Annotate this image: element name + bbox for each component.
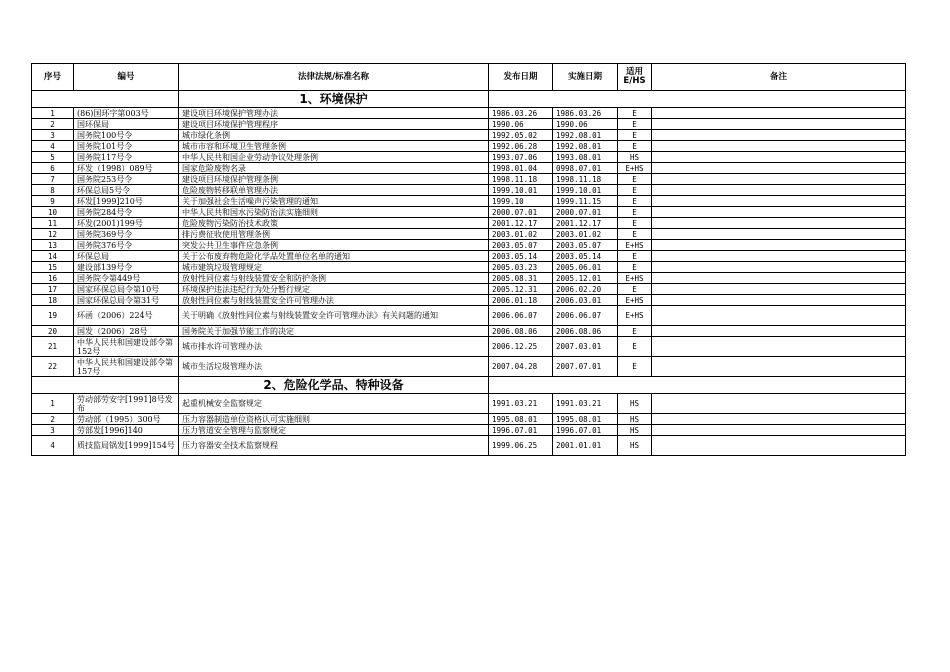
- cell-no: 9: [32, 196, 74, 207]
- cell-no: 1: [32, 108, 74, 119]
- cell-code: 国家环保总局令第31号: [74, 295, 179, 306]
- cell-issue-date: 1986.03.26: [489, 108, 553, 119]
- cell-apply: E+HS: [618, 295, 652, 306]
- cell-name: 压力管道安全管理与监察规定: [179, 425, 489, 436]
- section-blank: [32, 377, 179, 394]
- cell-remark: [652, 152, 906, 163]
- table-row: [32, 163, 906, 174]
- header-code: 编号: [74, 64, 179, 91]
- header-issue-date: 发布日期: [489, 64, 553, 91]
- cell-code: 中华人民共和国建设部令第152号: [74, 337, 179, 357]
- cell-code: (86)国环字第003号: [74, 108, 179, 119]
- cell-code: 国务院284号令: [74, 207, 179, 218]
- cell-name: 关于加强社会生活噪声污染管理的通知: [179, 196, 489, 207]
- header-name: 法律法规/标准名称: [179, 64, 489, 91]
- cell-code: 环发（1998）089号: [74, 163, 179, 174]
- cell-no: 2: [32, 414, 74, 425]
- cell-name: 危险废物污染防治技术政策: [179, 218, 489, 229]
- cell-name: 危险废物转移联单管理办法: [179, 185, 489, 196]
- cell-impl-date: 2006.03.01: [553, 295, 618, 306]
- cell-issue-date: 1993.07.06: [489, 152, 553, 163]
- section-blank: [489, 377, 906, 394]
- section-row: [32, 91, 906, 108]
- table-row: [32, 174, 906, 185]
- cell-apply: HS: [618, 425, 652, 436]
- cell-impl-date: 1986.03.26: [553, 108, 618, 119]
- cell-code: 国务院101号令: [74, 141, 179, 152]
- cell-apply: E+HS: [618, 240, 652, 251]
- table-body: [32, 91, 906, 456]
- header-remark: 备注: [652, 64, 906, 91]
- cell-apply: E: [618, 196, 652, 207]
- cell-impl-date: 0998.07.01: [553, 163, 618, 174]
- cell-apply: E: [618, 218, 652, 229]
- table-row: [32, 251, 906, 262]
- cell-name: 压力容器制造单位资格认可实施细则: [179, 414, 489, 425]
- cell-apply: E: [618, 326, 652, 337]
- cell-impl-date: 1999.10.01: [553, 185, 618, 196]
- table-row: [32, 306, 906, 326]
- cell-no: 12: [32, 229, 74, 240]
- cell-name: 中华人民共和国水污染防治法实施细则: [179, 207, 489, 218]
- cell-remark: [652, 357, 906, 377]
- cell-no: 4: [32, 436, 74, 456]
- cell-issue-date: 1999.10: [489, 196, 553, 207]
- cell-remark: [652, 207, 906, 218]
- cell-code: 国发（2006）28号: [74, 326, 179, 337]
- cell-name: 放射性同位素与射线装置安全和防护条例: [179, 273, 489, 284]
- cell-code: 质技监局锅发[1999]154号: [74, 436, 179, 456]
- cell-issue-date: 2007.04.28: [489, 357, 553, 377]
- regulations-table: [31, 63, 906, 456]
- cell-code: 国务院令第449号: [74, 273, 179, 284]
- table-row: [32, 337, 906, 357]
- cell-impl-date: 2007.03.01: [553, 337, 618, 357]
- cell-code: 国务院117号令: [74, 152, 179, 163]
- cell-no: 13: [32, 240, 74, 251]
- table-row: [32, 185, 906, 196]
- cell-no: 15: [32, 262, 74, 273]
- cell-impl-date: 1995.08.01: [553, 414, 618, 425]
- cell-issue-date: 2006.06.07: [489, 306, 553, 326]
- cell-impl-date: 2001.12.17: [553, 218, 618, 229]
- cell-no: 21: [32, 337, 74, 357]
- cell-no: 16: [32, 273, 74, 284]
- cell-no: 3: [32, 425, 74, 436]
- cell-impl-date: 1990.06: [553, 119, 618, 130]
- table-row: [32, 284, 906, 295]
- cell-apply: E: [618, 207, 652, 218]
- cell-remark: [652, 240, 906, 251]
- cell-impl-date: 1992.08.01: [553, 130, 618, 141]
- cell-impl-date: 2001.01.01: [553, 436, 618, 456]
- cell-impl-date: 2005.06.01: [553, 262, 618, 273]
- table-row: [32, 119, 906, 130]
- cell-apply: E: [618, 174, 652, 185]
- table-row: [32, 196, 906, 207]
- cell-code: 国家环保总局令第10号: [74, 284, 179, 295]
- cell-apply: E: [618, 251, 652, 262]
- cell-apply: E+HS: [618, 273, 652, 284]
- cell-name: 突发公共卫生事件应急条例: [179, 240, 489, 251]
- cell-remark: [652, 284, 906, 295]
- header-impl-date: 实施日期: [553, 64, 618, 91]
- cell-issue-date: 1992.06.28: [489, 141, 553, 152]
- table-row: [32, 218, 906, 229]
- table-row: [32, 262, 906, 273]
- cell-code: 环发[1999]210号: [74, 196, 179, 207]
- cell-remark: [652, 326, 906, 337]
- cell-remark: [652, 295, 906, 306]
- section-blank: [489, 91, 906, 108]
- cell-name: 放射性同位素与射线装置安全许可管理办法: [179, 295, 489, 306]
- cell-issue-date: 2005.08.31: [489, 273, 553, 284]
- cell-name: 城市市容和环境卫生管理条例: [179, 141, 489, 152]
- cell-name: 起重机械安全监察规定: [179, 394, 489, 414]
- cell-remark: [652, 141, 906, 152]
- cell-no: 2: [32, 119, 74, 130]
- cell-code: 国务院253号令: [74, 174, 179, 185]
- cell-issue-date: 2005.12.31: [489, 284, 553, 295]
- table-row: [32, 108, 906, 119]
- table-row: [32, 295, 906, 306]
- cell-remark: [652, 185, 906, 196]
- cell-remark: [652, 273, 906, 284]
- cell-name: 建设项目环境保护管理程序: [179, 119, 489, 130]
- cell-code: 环函（2006）224号: [74, 306, 179, 326]
- section-title: 1、环境保护: [179, 91, 489, 108]
- cell-no: 1: [32, 394, 74, 414]
- cell-issue-date: 2006.12.25: [489, 337, 553, 357]
- cell-issue-date: 1998.11.18: [489, 174, 553, 185]
- cell-code: 中华人民共和国建设部令第157号: [74, 357, 179, 377]
- cell-no: 4: [32, 141, 74, 152]
- cell-no: 14: [32, 251, 74, 262]
- cell-remark: [652, 174, 906, 185]
- cell-no: 20: [32, 326, 74, 337]
- cell-name: 关于公布废弃物危险化学品处置单位名单的通知: [179, 251, 489, 262]
- cell-issue-date: 2003.05.07: [489, 240, 553, 251]
- cell-remark: [652, 262, 906, 273]
- cell-issue-date: 1998.01.04: [489, 163, 553, 174]
- cell-name: 城市排水许可管理办法: [179, 337, 489, 357]
- cell-issue-date: 2000.07.01: [489, 207, 553, 218]
- cell-remark: [652, 306, 906, 326]
- header-row: [32, 64, 906, 91]
- cell-no: 7: [32, 174, 74, 185]
- cell-issue-date: 2003.01.02: [489, 229, 553, 240]
- cell-code: 环保总局5号令: [74, 185, 179, 196]
- cell-issue-date: 2003.05.14: [489, 251, 553, 262]
- cell-apply: E+HS: [618, 306, 652, 326]
- cell-name: 国家危险废物名录: [179, 163, 489, 174]
- cell-impl-date: 2003.05.14: [553, 251, 618, 262]
- cell-apply: HS: [618, 394, 652, 414]
- table-row: [32, 229, 906, 240]
- cell-impl-date: 2003.05.07: [553, 240, 618, 251]
- cell-no: 19: [32, 306, 74, 326]
- section-blank: [32, 91, 179, 108]
- cell-remark: [652, 108, 906, 119]
- header-no: 序号: [32, 64, 74, 91]
- cell-issue-date: 2001.12.17: [489, 218, 553, 229]
- cell-code: 环保总局: [74, 251, 179, 262]
- cell-no: 3: [32, 130, 74, 141]
- table-row: [32, 141, 906, 152]
- section-title: 2、危险化学品、特种设备: [179, 377, 489, 394]
- cell-remark: [652, 337, 906, 357]
- cell-remark: [652, 130, 906, 141]
- cell-no: 22: [32, 357, 74, 377]
- cell-apply: E: [618, 357, 652, 377]
- cell-remark: [652, 196, 906, 207]
- cell-apply: E: [618, 229, 652, 240]
- cell-no: 10: [32, 207, 74, 218]
- cell-impl-date: 1998.11.18: [553, 174, 618, 185]
- cell-issue-date: 1996.07.01: [489, 425, 553, 436]
- cell-code: 劳动部劳安字[1991]8号发布: [74, 394, 179, 414]
- cell-remark: [652, 414, 906, 425]
- cell-impl-date: 1993.08.01: [553, 152, 618, 163]
- section-row: [32, 377, 906, 394]
- cell-code: 建设部139号令: [74, 262, 179, 273]
- table-row: [32, 152, 906, 163]
- cell-code: 环发(2001)199号: [74, 218, 179, 229]
- cell-name: 中华人民共和国企业劳动争议处理条例: [179, 152, 489, 163]
- cell-impl-date: 1992.08.01: [553, 141, 618, 152]
- cell-issue-date: 1995.08.01: [489, 414, 553, 425]
- cell-code: 国务院369号令: [74, 229, 179, 240]
- cell-no: 11: [32, 218, 74, 229]
- cell-name: 关于明确《放射性同位素与射线装置安全许可管理办法》有关问题的通知: [179, 306, 489, 326]
- cell-issue-date: 1990.06: [489, 119, 553, 130]
- table-row: [32, 414, 906, 425]
- cell-issue-date: 1991.03.21: [489, 394, 553, 414]
- table-row: [32, 130, 906, 141]
- cell-apply: E+HS: [618, 163, 652, 174]
- cell-impl-date: 1991.03.21: [553, 394, 618, 414]
- cell-name: 环境保护违法违纪行为处分暂行规定: [179, 284, 489, 295]
- cell-remark: [652, 163, 906, 174]
- cell-apply: E: [618, 130, 652, 141]
- cell-impl-date: 2000.07.01: [553, 207, 618, 218]
- cell-no: 8: [32, 185, 74, 196]
- spreadsheet: [31, 63, 905, 456]
- cell-remark: [652, 251, 906, 262]
- cell-apply: HS: [618, 436, 652, 456]
- cell-remark: [652, 425, 906, 436]
- cell-no: 18: [32, 295, 74, 306]
- cell-apply: E: [618, 141, 652, 152]
- cell-issue-date: 1999.06.25: [489, 436, 553, 456]
- cell-impl-date: 1996.07.01: [553, 425, 618, 436]
- cell-name: 城市绿化条例: [179, 130, 489, 141]
- cell-remark: [652, 436, 906, 456]
- cell-name: 建设项目环境保护管理办法: [179, 108, 489, 119]
- cell-remark: [652, 218, 906, 229]
- cell-apply: E: [618, 262, 652, 273]
- cell-apply: HS: [618, 414, 652, 425]
- cell-issue-date: 2006.08.06: [489, 326, 553, 337]
- cell-impl-date: 2007.07.01: [553, 357, 618, 377]
- table-row: [32, 207, 906, 218]
- table-row: [32, 425, 906, 436]
- cell-code: 国务院100号令: [74, 130, 179, 141]
- cell-name: 城市生活垃圾管理办法: [179, 357, 489, 377]
- cell-code: 国务院376号令: [74, 240, 179, 251]
- table-row: [32, 240, 906, 251]
- table-row: [32, 394, 906, 414]
- header-apply: 适用E/HS: [618, 64, 652, 91]
- cell-apply: E: [618, 119, 652, 130]
- cell-remark: [652, 119, 906, 130]
- cell-name: 排污费征收使用管理条例: [179, 229, 489, 240]
- cell-no: 5: [32, 152, 74, 163]
- cell-code: 劳动部（1995）300号: [74, 414, 179, 425]
- cell-impl-date: 2005.12.01: [553, 273, 618, 284]
- cell-impl-date: 2003.01.02: [553, 229, 618, 240]
- cell-impl-date: 2006.06.07: [553, 306, 618, 326]
- cell-apply: E: [618, 108, 652, 119]
- cell-apply: E: [618, 185, 652, 196]
- table-row: [32, 273, 906, 284]
- cell-remark: [652, 229, 906, 240]
- table-row: [32, 436, 906, 456]
- cell-name: 压力容器安全技术监察规程: [179, 436, 489, 456]
- cell-no: 6: [32, 163, 74, 174]
- table-row: [32, 326, 906, 337]
- cell-name: 城市建筑垃圾管理规定: [179, 262, 489, 273]
- cell-apply: E: [618, 284, 652, 295]
- cell-code: 劳部发[1996]140: [74, 425, 179, 436]
- cell-issue-date: 1999.10.01: [489, 185, 553, 196]
- cell-impl-date: 1999.11.15: [553, 196, 618, 207]
- cell-apply: HS: [618, 152, 652, 163]
- table-row: [32, 357, 906, 377]
- cell-issue-date: 2006.01.18: [489, 295, 553, 306]
- cell-impl-date: 2006.08.06: [553, 326, 618, 337]
- cell-issue-date: 2005.03.23: [489, 262, 553, 273]
- cell-remark: [652, 394, 906, 414]
- cell-name: 国务院关于加强节能工作的决定: [179, 326, 489, 337]
- cell-impl-date: 2006.02.20: [553, 284, 618, 295]
- cell-code: 国环保局: [74, 119, 179, 130]
- cell-issue-date: 1992.05.02: [489, 130, 553, 141]
- cell-no: 17: [32, 284, 74, 295]
- cell-apply: E: [618, 337, 652, 357]
- cell-name: 建设项目环境保护管理条例: [179, 174, 489, 185]
